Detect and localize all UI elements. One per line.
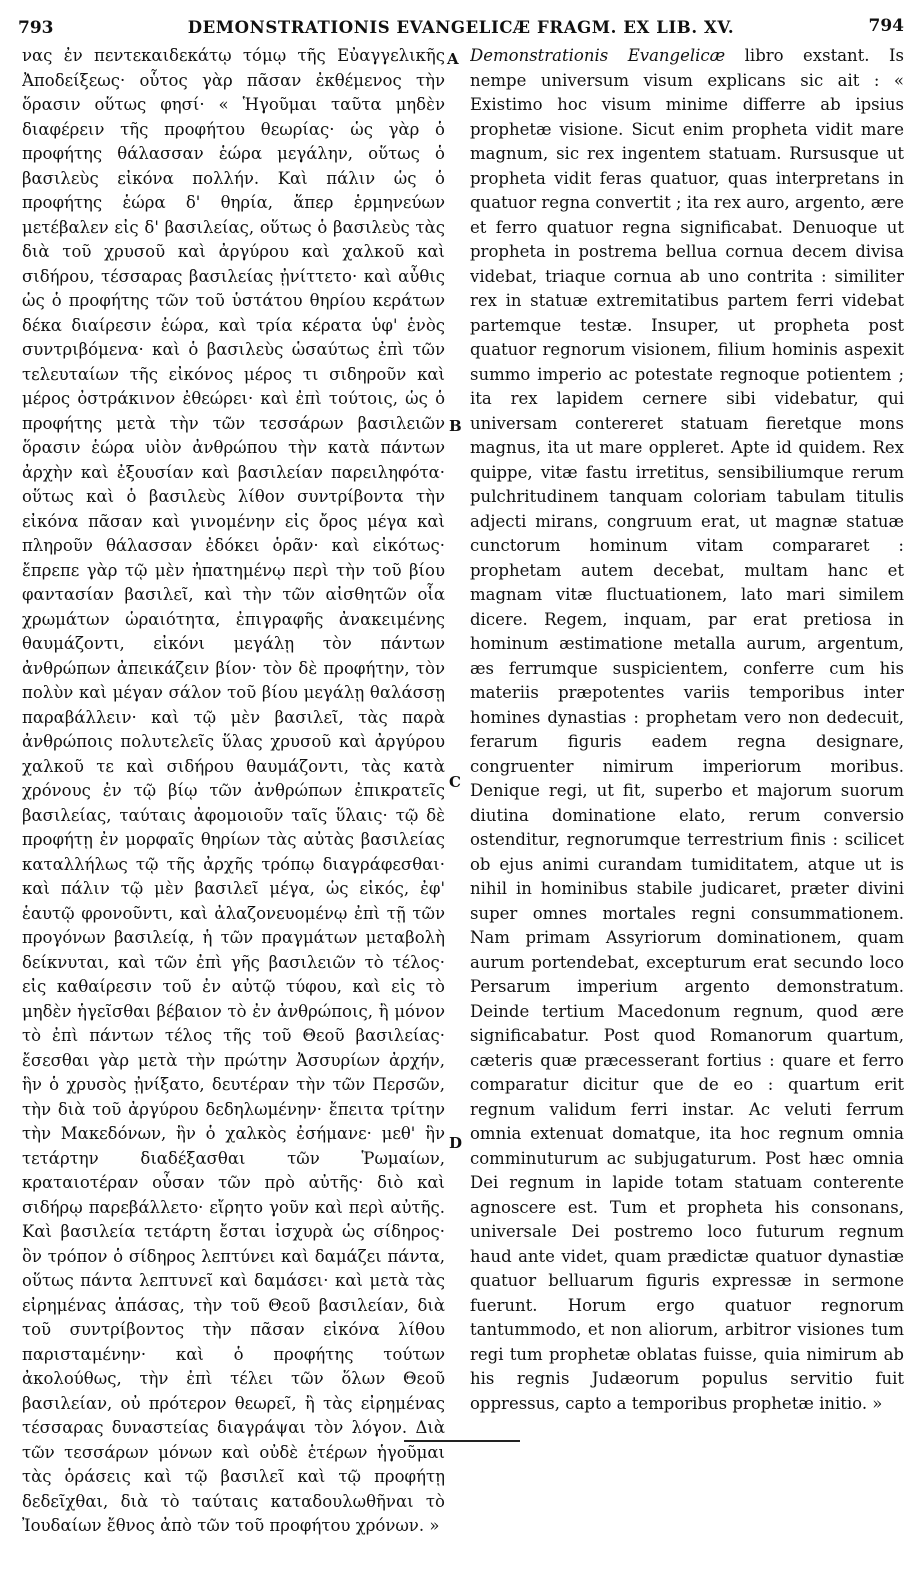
page-number-right: 794	[868, 16, 904, 36]
latin-paragraph	[470, 44, 904, 1416]
latin-work-title: Demonstrationis Evangelicæ	[470, 46, 726, 65]
section-marker-c: C	[449, 773, 461, 791]
section-marker-a: A	[447, 50, 459, 68]
section-marker-b: B	[449, 417, 462, 435]
section-marker-d: D	[449, 1134, 463, 1152]
greek-column	[22, 44, 445, 1539]
latin-text: libro exstant. Is nempe universum visum explicans sic ait : « Existimo hoc visum minime differre ab ipsius prophetæ visione. Sicut enim propheta vidit mare magnum, sic rex ingentem statuam. Rursusque ut propheta vidit feras quatuor, quas interpretans in quatuor regna convertit ; ita rex auro, argento, ære et ferro quatuor regna significabat. Denuoque ut propheta in postrema bellua cornua decem divisa videbat, triaque cornua ab uno contrita : similiter rex in statuæ extremitatibus partem ferri videbat partemque testæ. Insuper, ut propheta post quatuor regnorum visionem, filium hominis aspexit summo imperio ac potestate regnoque potientem ; ita rex lapidem cernere sibi videbatur, qui universam contereret statuam fieretque mons magnus, ita ut mare oppleret. Apte id quidem. Rex quippe, vitæ fastu irretitus, sensibiliumque rerum pulchritudinem tanquam coloriam tabulam titulis adjecti mirans, congruum erat, ut magnæ statuæ cunctorum hominum vitam compararet : prophetam autem decebat, multam hanc et magnam vitæ fluctuationem, lato mari similem dicere. Regem, inquam, par erat pretiosa in hominum æstimatione metalla aurum, argentum, æs ferrumque suspicientem, conferre cum his materiis præpotentes variis temporibus inter homines dynastias : prophetam vero non dedecuit, ferarum figuris eadem regna designare, congruenter nimirum imperiorum moribus. Denique regi, ut fit, superbo et majorum suorum diutina dominatione elato, rerum conversio ostenditur, regnorumque terrestrium finis : scilicet ob ejus animi curandam tumiditatem, atque ut is nihil in hominibus stabile judicaret, præter divini super omnes mortales regni consummationem. Nam primam Assyriorum dominationem, quam aurum portendebat, excepturum erat secundo loco Persarum imperium argento demonstratum. Deinde tertium Macedonum regnum, quod ære significabatur. Post quod Romanorum quartum, cæteris quæ præcesserant fortius : quare et ferro comparatur dicitur que de eo : quartum erit regnum validum ferri instar. Ac veluti ferrum omnia extenuat domatque, ita hoc regnum omnia comminuturum ac subjugaturum. Post hæc omnia Dei regnum in lapide totam statuam conterente agnoscere est. Tum et propheta his consonans, universale Dei postremo loco futurum regnum haud ante videt, quam prædictæ quatuor dynastiæ quatuor belluarum figuris expressæ in sermone fuerunt. Horum ergo quatuor regnorum tantummodo, et non aliorum, arbitror visiones tum regi tum prophetæ oblatas fuisse, quia nimirum ab his regnis Judæorum populus servitio fuit oppressus, capto a temporibus prophetæ initio. »	[470, 46, 904, 1413]
running-title: DEMONSTRATIONIS EVANGELICÆ FRAGM. EX LIB. XV.	[187, 18, 735, 37]
greek-text: νας ἐν πεντεκαιδεκάτῳ τόμῳ τῆς Εὐαγγελικῆς Ἀποδείξεως· οὗτος γὰρ πᾶσαν ἐκθέμενος τὴν ὅρασιν οὕτως φησί· « Ἡγοῦμαι ταῦτα μηδὲν διαφέρειν τῆς προφήτου θεωρίας· ὡς γὰρ ὁ προφήτης θάλασσαν ἑώρα μεγάλην, οὕτως ὁ βασιλεὺς εἰκόνα πολλήν. Καὶ πάλιν ὡς ὁ προφήτης ἑώρα δ' θηρία, ἅπερ ἑρμηνεύων μετέβαλεν εἰς δ' βασιλείας, οὕτως ὁ βασιλεὺς τὰς διὰ τοῦ χρυσοῦ καὶ ἀργύρου καὶ χαλκοῦ καὶ σιδήρου, τέσσαρας βασιλείας ᾐνίττετο· καὶ αὖθις ὡς ὁ προφήτης τῶν τοῦ ὑστάτου θηρίου κεράτων δέκα διαίρεσιν ἑώρα, καὶ τρία κέρατα ὑφ' ἑνὸς συντριβόμενα· καὶ ὁ βασιλεὺς ὡσαύτως ἐπὶ τῶν τελευταίων τῆς εἰκόνος μέρος τι σιδηροῦν καὶ μέρος ὀστράκινον ἐθεώρει· καὶ ἐπὶ τούτοις, ὡς ὁ προφήτης μετὰ τὴν τῶν τεσσάρων βασιλειῶν ὅρασιν ἑώρα υἱὸν ἀνθρώπου τὴν κατὰ πάντων ἀρχὴν καὶ ἐξουσίαν καὶ βασιλείαν παρειληφότα· οὕτως καὶ ὁ βασιλεὺς λίθον συντρίβοντα τὴν εἰκόνα πᾶσαν καὶ γινομένην εἰς ὄρος μέγα καὶ πληροῦν θάλασσαν ἐδόκει ὁρᾶν· καὶ εἰκότως· ἔπρεπε γὰρ τῷ μὲν ἠπατημένῳ περὶ τὴν τοῦ βίου φαντασίαν βασιλεῖ, καὶ τὴν τῶν αἰσθητῶν οἷα χρωμάτων ὡραιότητα, ἐπιγραφῆς ἀνακειμένης θαυμάζοντι, εἰκόνι μεγάλῃ τὸν πάντων ἀνθρώπων ἀπεικάζειν βίον· τὸν δὲ προφήτην, τὸν πολὺν καὶ μέγαν σάλον τοῦ βίου μεγάλῃ θαλάσσῃ παραβάλλειν· καὶ τῷ μὲν βασιλεῖ, τὰς παρὰ ἀνθρώποις πολυτελεῖς ὕλας χρυσοῦ καὶ ἀργύρου χαλκοῦ τε καὶ σιδήρου θαυμάζοντι, τὰς κατὰ χρόνους ἐν τῷ βίῳ τῶν ἀνθρώπων ἐπικρατεῖς βασιλείας, ταύταις ἀφομοιοῦν ταῖς ὕλαις· τῷ δὲ προφήτῃ ἐν μορφαῖς θηρίων τὰς αὐτὰς βασιλείας καταλλήλως τῷ τῆς ἀρχῆς τρόπῳ διαγράφεσθαι· καὶ πάλιν τῷ μὲν βασιλεῖ μέγα, ὡς εἰκός, ἐφ' ἑαυτῷ φρονοῦντι, καὶ ἀλαζονευομένῳ ἐπὶ τῇ τῶν προγόνων βασιλείᾳ, ἡ τῶν πραγμάτων μεταβολὴ δείκνυται, καὶ τῶν ἐπὶ γῆς βασιλειῶν τὸ τέλος· εἰς καθαίρεσιν τοῦ ἐν αὐτῷ τύφου, καὶ εἰς τὸ μηδὲν ἡγεῖσθαι βέβαιον τὸ ἐν ἀνθρώποις, ἢ μόνον τὸ ἐπὶ πάντων τέλος τῆς τοῦ Θεοῦ βασιλείας· ἔσεσθαι γὰρ μετὰ τὴν πρώτην Ἀσσυρίων ἀρχήν, ἣν ὁ χρυσὸς ᾐνίξατο, δευτέραν τὴν τῶν Περσῶν, τὴν διὰ τοῦ ἀργύρου δεδηλωμένην· ἔπειτα τρίτην τὴν Μακεδόνων, ἣν ὁ χαλκὸς ἐσήμανε· μεθ' ἣν τετάρτην διαδέξασθαι τῶν Ῥωμαίων, κραταιοτέραν οὖσαν τῶν πρὸ αὐτῆς· διὸ καὶ σιδήρῳ παρεβάλλετο· εἴρητο γοῦν καὶ περὶ αὐτῆς. Καὶ βασιλεία τετάρτη ἔσται ἰσχυρὰ ὡς σίδηρος· ὃν τρόπον ὁ σίδηρος λεπτύνει καὶ δαμάζει πάντα, οὕτως πάντα λεπτυνεῖ καὶ δαμάσει· καὶ μετὰ τὰς εἰρημένας ἁπάσας, τὴν τοῦ Θεοῦ βασιλείαν, διὰ τοῦ συντρίβοντος τὴν πᾶσαν εἰκόνα λίθου παρισταμένην· καὶ ὁ προφήτης τούτων ἀκολούθως, τὴν ἐπὶ τέλει τῶν ὅλων Θεοῦ βασιλείαν, οὐ πρότερον θεωρεῖ, ἢ τὰς εἰρημένας τέσσαρας δυναστείας διαγράψαι τὸν λόγον. Διὰ τῶν τεσσάρων μόνων καὶ οὐδὲ ἑτέρων ἡγοῦμαι τὰς ὁράσεις καὶ τῷ βασιλεῖ καὶ τῷ προφήτῃ δεδεῖχθαι, διὰ τὸ ταύταις καταδουλωθῆναι τὸ Ἰουδαίων ἔθνος ἀπὸ τῶν τοῦ προφήτου χρόνων. »	[22, 46, 445, 1535]
page-number-left: 793	[18, 18, 54, 38]
latin-column	[470, 44, 904, 1416]
running-header	[14, 8, 908, 40]
end-rule	[404, 1440, 520, 1442]
